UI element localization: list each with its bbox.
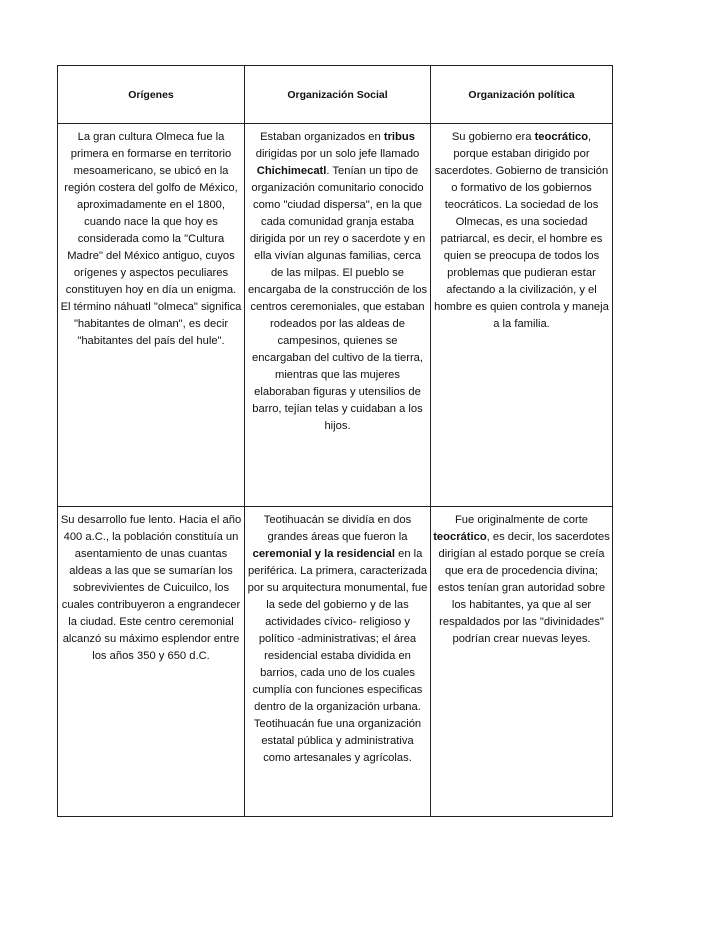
cell-social-olmeca: Estaban organizados en tribus dirigidas por un solo jefe llamado Chichimecatl. Tenían un tipo de organización comunitario conocido como "ciudad dispersa", en la que cada comunidad granja estaba dirigida por un rey o sacerdote y en ella vivían algunas familias, cerca de las milpas. El pueblo se encargaba de la construcción de los centros ceremoniales, que estaban rodeados por las aldeas de campesinos, quienes se encargaban del cultivo de la tierra, mientras que las mujeres elaboraban figuras y utensilios de barro, tejían telas y cuidaban a los hijos. xyxy=(245,124,431,507)
cell-social-teotihuacan: Teotihuacán se dividía en dos grandes áreas que fueron la ceremonial y la residencial en la periférica. La primera, caracterizada por su arquitectura monumental, fue la sede del gobierno y de las actividades cívico- religioso y político -administrativas; el área residencial estaba dividida en barrios, cada uno de los cuales cumplía con funciones especificas dentro de la organización urbana. Teotihuacán fue una organización estatal pública y administrativa como artesanales y agrícolas. xyxy=(245,507,431,817)
comparison-table xyxy=(57,65,613,817)
header-origenes: Orígenes xyxy=(58,66,245,124)
header-row xyxy=(58,66,613,124)
header-organizacion-politica: Organización política xyxy=(431,66,613,124)
cell-politica-teotihuacan: Fue originalmente de corte teocrático, es decir, los sacerdotes dirigían al estado porque se creía que era de procedencia divina; estos tenían gran autoridad sobre los habitantes, ya que al ser respaldados por las "divinidades" podrían crear nuevas leyes. xyxy=(431,507,613,817)
cell-origenes-teotihuacan: Su desarrollo fue lento. Hacia el año 400 a.C., la población constituía un asentamiento de unas cuantas aldeas a las que se sumarían los sobrevivientes de Cuicuilco, los cuales contribuyeron a engrandecer la ciudad. Este centro ceremonial alcanzó su máximo esplendor entre los años 350 y 650 d.C. xyxy=(58,507,245,817)
table-row xyxy=(58,507,613,817)
header-organizacion-social: Organización Social xyxy=(245,66,431,124)
table-row xyxy=(58,124,613,507)
cell-origenes-olmeca: La gran cultura Olmeca fue la primera en formarse en territorio mesoamericano, se ubicó en la región costera del golfo de México, aproximadamente en el 1800, cuando nace la que hoy es considerada como la "Cultura Madre" del México antiguo, cuyos orígenes y aspectos peculiares constituyen hoy en día un enigma. El término náhuatl "olmeca" significa "habitantes de olman", es decir "habitantes del país del hule". xyxy=(58,124,245,507)
cell-politica-olmeca: Su gobierno era teocrático, porque estaban dirigido por sacerdotes. Gobierno de transición o formativo de los gobiernos teocráticos. La sociedad de los Olmecas, es una sociedad patriarcal, es decir, el hombre es quien se preocupa de todos los problemas que pudieran estar afectando a la civilización, y el hombre es quien controla y maneja a la familia. xyxy=(431,124,613,507)
